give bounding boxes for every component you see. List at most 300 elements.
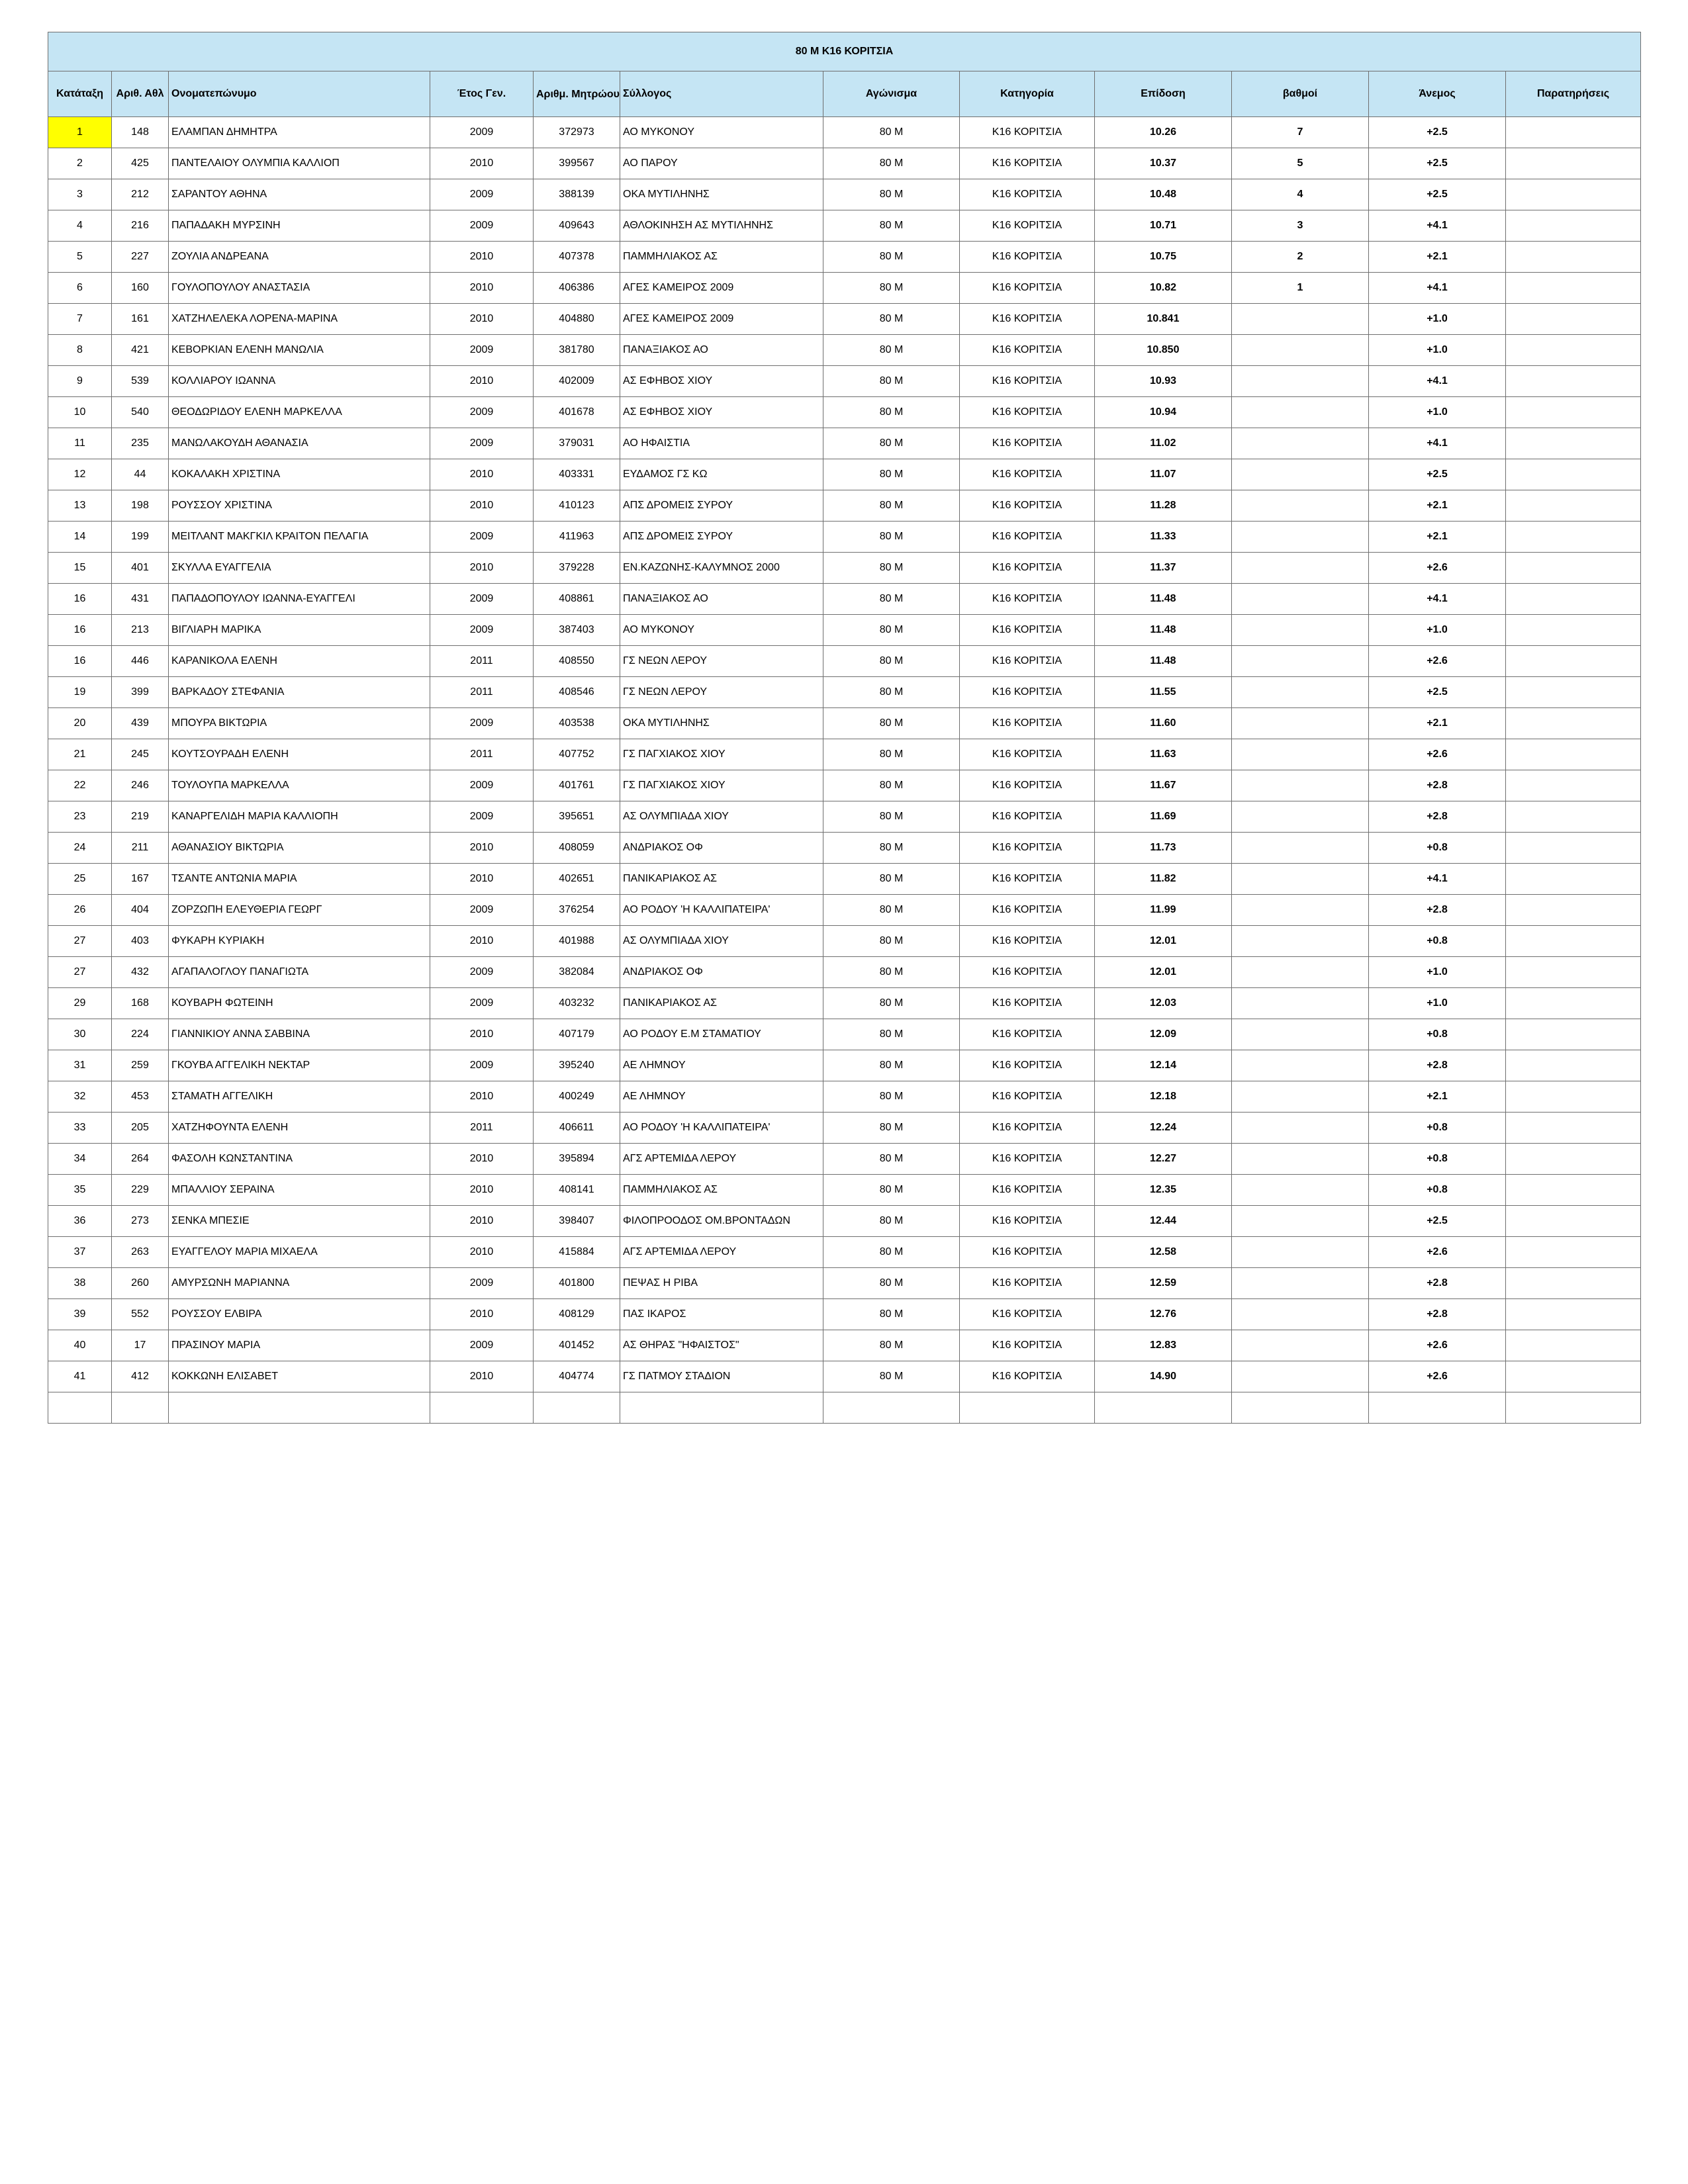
cell-points [1232,1299,1369,1330]
cell-event: 80 M [823,1019,960,1050]
cell-birth-year: 2009 [430,708,534,739]
cell-event: 80 M [823,833,960,864]
cell-notes [1506,1361,1641,1392]
cell-notes [1506,739,1641,770]
cell-bib: 404 [112,895,169,926]
cell-name: ΣΕΝΚΑ ΜΠΕΣΙΕ [169,1206,430,1237]
table-row [48,584,1641,615]
cell-rank: 36 [48,1206,112,1237]
cell-category: K16 ΚΟΡΙΤΣΙΑ [960,1206,1095,1237]
cell-bib: 17 [112,1330,169,1361]
cell-rank: 25 [48,864,112,895]
cell-birth-year: 2010 [430,1237,534,1268]
cell-birth-year: 2011 [430,1113,534,1144]
cell-wind: +2.6 [1369,739,1506,770]
cell-notes [1506,1237,1641,1268]
cell-registry-number: 379228 [534,553,620,584]
cell-rank: 27 [48,926,112,957]
cell-wind: +1.0 [1369,988,1506,1019]
cell-event [823,1392,960,1424]
cell-wind: +4.1 [1369,864,1506,895]
cell-wind: +2.6 [1369,646,1506,677]
cell-club: ΟΚΑ ΜΥΤΙΛΗΝΗΣ [620,708,823,739]
cell-performance: 12.27 [1095,1144,1232,1175]
table-row [48,864,1641,895]
cell-bib: 235 [112,428,169,459]
cell-notes [1506,1144,1641,1175]
cell-name: ΚΟΥΤΣΟΥΡΑΔΗ ΕΛΕΝΗ [169,739,430,770]
table-row [48,833,1641,864]
cell-registry-number: 395240 [534,1050,620,1081]
cell-points [1232,1113,1369,1144]
cell-bib: 211 [112,833,169,864]
table-title: 80 M K16 ΚΟΡΙΤΣΙΑ [48,32,1641,71]
cell-performance: 10.82 [1095,273,1232,304]
cell-wind: +4.1 [1369,210,1506,242]
cell-registry-number: 408129 [534,1299,620,1330]
cell-registry-number: 395651 [534,801,620,833]
cell-registry-number: 372973 [534,117,620,148]
table-row [48,490,1641,522]
cell-birth-year: 2010 [430,1175,534,1206]
cell-club: ΕΝ.ΚΑΖΩΝΗΣ-ΚΑΛΥΜΝΟΣ 2000 [620,553,823,584]
cell-category: K16 ΚΟΡΙΤΣΙΑ [960,335,1095,366]
cell-points: 5 [1232,148,1369,179]
cell-wind: +2.8 [1369,1299,1506,1330]
table-row [48,1175,1641,1206]
cell-category: K16 ΚΟΡΙΤΣΙΑ [960,864,1095,895]
cell-birth-year: 2009 [430,615,534,646]
cell-category: K16 ΚΟΡΙΤΣΙΑ [960,117,1095,148]
cell-registry-number: 379031 [534,428,620,459]
cell-rank: 20 [48,708,112,739]
cell-bib: 439 [112,708,169,739]
cell-name: ΑΓΑΠΑΛΟΓΛΟΥ ΠΑΝΑΓΙΩΤΑ [169,957,430,988]
table-row [48,117,1641,148]
cell-name: ΧΑΤΖΗΛΕΛΕΚΑ ΛΟΡΕΝΑ-ΜΑΡΙΝΑ [169,304,430,335]
cell-performance: 12.83 [1095,1330,1232,1361]
cell-wind: +4.1 [1369,366,1506,397]
table-row [48,428,1641,459]
cell-birth-year: 2011 [430,677,534,708]
cell-name: ΓΙΑΝΝΙΚΙΟΥ ΑΝΝΑ ΣΑΒΒΙΝΑ [169,1019,430,1050]
cell-bib: 199 [112,522,169,553]
cell-points [1232,335,1369,366]
cell-points [1232,304,1369,335]
cell-notes [1506,1392,1641,1424]
cell-category: K16 ΚΟΡΙΤΣΙΑ [960,801,1095,833]
cell-points [1232,490,1369,522]
table-row [48,1361,1641,1392]
cell-performance: 12.18 [1095,1081,1232,1113]
cell-wind: +2.8 [1369,801,1506,833]
cell-club: ΑΣ ΘΗΡΑΣ "ΗΦΑΙΣΤΟΣ" [620,1330,823,1361]
cell-birth-year: 2009 [430,584,534,615]
cell-club: ΑΣ ΟΛΥΜΠΙΑΔΑ ΧΙΟΥ [620,801,823,833]
cell-wind: +1.0 [1369,304,1506,335]
cell-points [1232,988,1369,1019]
cell-name: ΦΥΚΑΡΗ ΚΥΡΙΑΚΗ [169,926,430,957]
table-row [48,273,1641,304]
cell-event: 80 M [823,210,960,242]
cell-rank: 24 [48,833,112,864]
cell-wind: +1.0 [1369,335,1506,366]
cell-bib: 148 [112,117,169,148]
cell-category: K16 ΚΟΡΙΤΣΙΑ [960,304,1095,335]
table-row [48,926,1641,957]
cell-performance: 10.93 [1095,366,1232,397]
cell-name: ΣΑΡΑΝΤΟΥ ΑΘΗΝΑ [169,179,430,210]
cell-notes [1506,1330,1641,1361]
cell-performance: 10.850 [1095,335,1232,366]
cell-name: ΘΕΟΔΩΡΙΔΟΥ ΕΛΕΝΗ ΜΑΡΚΕΛΛΑ [169,397,430,428]
cell-notes [1506,553,1641,584]
cell-registry-number: 404774 [534,1361,620,1392]
table-row [48,1299,1641,1330]
cell-category: K16 ΚΟΡΙΤΣΙΑ [960,397,1095,428]
cell-bib: 412 [112,1361,169,1392]
cell-event: 80 M [823,708,960,739]
cell-performance: 10.94 [1095,397,1232,428]
cell-notes [1506,957,1641,988]
cell-bib: 431 [112,584,169,615]
cell-notes [1506,397,1641,428]
cell-points [1232,1050,1369,1081]
cell-event: 80 M [823,179,960,210]
col-header-performance: Επίδοση [1095,71,1232,117]
cell-performance: 10.841 [1095,304,1232,335]
cell-birth-year: 2010 [430,366,534,397]
cell-category: K16 ΚΟΡΙΤΣΙΑ [960,926,1095,957]
cell-birth-year: 2009 [430,957,534,988]
cell-bib: 260 [112,1268,169,1299]
cell-rank: 40 [48,1330,112,1361]
table-row [48,335,1641,366]
cell-points [1232,895,1369,926]
cell-registry-number: 399567 [534,148,620,179]
cell-event: 80 M [823,428,960,459]
cell-performance: 12.03 [1095,988,1232,1019]
cell-notes [1506,677,1641,708]
cell-performance: 11.37 [1095,553,1232,584]
cell-category: K16 ΚΟΡΙΤΣΙΑ [960,708,1095,739]
cell-category: K16 ΚΟΡΙΤΣΙΑ [960,770,1095,801]
cell-name: ΑΘΑΝΑΣΙΟΥ ΒΙΚΤΩΡΙΑ [169,833,430,864]
cell-club: ΑΕ ΛΗΜΝΟΥ [620,1050,823,1081]
col-header-notes: Παρατηρήσεις [1506,71,1641,117]
cell-performance: 10.75 [1095,242,1232,273]
cell-performance: 10.71 [1095,210,1232,242]
cell-points [1232,926,1369,957]
cell-wind: +2.5 [1369,677,1506,708]
cell-event: 80 M [823,366,960,397]
cell-name: ΜΠΑΛΛΙΟΥ ΣΕΡΑΙΝΑ [169,1175,430,1206]
cell-registry-number [534,1392,620,1424]
cell-bib: 161 [112,304,169,335]
cell-performance: 12.59 [1095,1268,1232,1299]
cell-registry-number: 406386 [534,273,620,304]
cell-points [1232,1392,1369,1424]
cell-registry-number: 401452 [534,1330,620,1361]
cell-name: ΚΑΝΑΡΓΕΛΙΔΗ ΜΑΡΙΑ ΚΑΛΛΙΟΠΗ [169,801,430,833]
cell-rank: 21 [48,739,112,770]
cell-rank: 39 [48,1299,112,1330]
cell-birth-year: 2010 [430,242,534,273]
cell-notes [1506,895,1641,926]
cell-registry-number: 408550 [534,646,620,677]
cell-bib: 273 [112,1206,169,1237]
cell-registry-number: 401678 [534,397,620,428]
cell-category: K16 ΚΟΡΙΤΣΙΑ [960,1113,1095,1144]
cell-birth-year: 2009 [430,179,534,210]
cell-club: ΑΕ ΛΗΜΝΟΥ [620,1081,823,1113]
cell-category: K16 ΚΟΡΙΤΣΙΑ [960,273,1095,304]
cell-registry-number: 407752 [534,739,620,770]
cell-birth-year: 2010 [430,833,534,864]
cell-rank: 14 [48,522,112,553]
cell-notes [1506,366,1641,397]
cell-registry-number: 408141 [534,1175,620,1206]
cell-registry-number: 403538 [534,708,620,739]
cell-wind: +2.5 [1369,179,1506,210]
cell-wind: +1.0 [1369,957,1506,988]
cell-notes [1506,179,1641,210]
cell-points: 1 [1232,273,1369,304]
cell-club: ΑΟ ΡΟΔΟΥ 'Η ΚΑΛΛΙΠΑΤΕΙΡΑ' [620,895,823,926]
cell-wind: +4.1 [1369,428,1506,459]
cell-category: K16 ΚΟΡΙΤΣΙΑ [960,739,1095,770]
cell-club: ΠΑΝΙΚΑΡΙΑΚΟΣ ΑΣ [620,864,823,895]
cell-club: ΑΓΣ ΑΡΤΕΜΙΔΑ ΛΕΡΟΥ [620,1237,823,1268]
cell-event: 80 M [823,117,960,148]
cell-rank: 32 [48,1081,112,1113]
cell-bib: 224 [112,1019,169,1050]
cell-club [620,1392,823,1424]
cell-performance: 11.63 [1095,739,1232,770]
cell-event: 80 M [823,1144,960,1175]
col-header-wind: Άνεμος [1369,71,1506,117]
cell-notes [1506,1081,1641,1113]
cell-performance: 11.67 [1095,770,1232,801]
cell-points: 2 [1232,242,1369,273]
cell-notes [1506,1206,1641,1237]
table-row [48,1237,1641,1268]
cell-wind: +2.6 [1369,1361,1506,1392]
cell-bib: 205 [112,1113,169,1144]
cell-rank: 13 [48,490,112,522]
cell-bib: 401 [112,553,169,584]
cell-birth-year: 2010 [430,926,534,957]
cell-birth-year: 2010 [430,304,534,335]
cell-category: K16 ΚΟΡΙΤΣΙΑ [960,210,1095,242]
table-row [48,646,1641,677]
cell-birth-year: 2009 [430,1268,534,1299]
cell-category: K16 ΚΟΡΙΤΣΙΑ [960,1081,1095,1113]
cell-birth-year: 2010 [430,1361,534,1392]
cell-club: ΑΟ ΜΥΚΟΝΟΥ [620,615,823,646]
col-header-registry-number: Αριθμ. Μητρώου [534,71,620,117]
cell-club: ΑΝΔΡΙΑΚΟΣ ΟΦ [620,833,823,864]
cell-name: ΒΑΡΚΑΔΟΥ ΣΤΕΦΑΝΙΑ [169,677,430,708]
cell-name: ΣΚΥΛΛΑ ΕΥΑΓΓΕΛΙΑ [169,553,430,584]
cell-registry-number: 401761 [534,770,620,801]
cell-category: K16 ΚΟΡΙΤΣΙΑ [960,646,1095,677]
cell-event: 80 M [823,1113,960,1144]
cell-event: 80 M [823,335,960,366]
cell-registry-number: 408861 [534,584,620,615]
cell-notes [1506,210,1641,242]
cell-rank: 22 [48,770,112,801]
cell-rank: 1 [48,117,112,148]
cell-name: ΓΟΥΛΟΠΟΥΛΟΥ ΑΝΑΣΤΑΣΙΑ [169,273,430,304]
cell-event: 80 M [823,615,960,646]
col-header-club: Σύλλογος [620,71,823,117]
cell-points [1232,1019,1369,1050]
cell-birth-year: 2010 [430,1144,534,1175]
cell-points [1232,833,1369,864]
cell-name: ΣΤΑΜΑΤΗ ΑΓΓΕΛΙΚΗ [169,1081,430,1113]
cell-event: 80 M [823,490,960,522]
cell-points [1232,770,1369,801]
cell-category: K16 ΚΟΡΙΤΣΙΑ [960,522,1095,553]
cell-rank: 4 [48,210,112,242]
col-header-event: Αγώνισμα [823,71,960,117]
cell-wind: +0.8 [1369,1144,1506,1175]
cell-category: K16 ΚΟΡΙΤΣΙΑ [960,1050,1095,1081]
cell-rank: 34 [48,1144,112,1175]
cell-points [1232,615,1369,646]
cell-bib: 453 [112,1081,169,1113]
cell-bib [112,1392,169,1424]
cell-points [1232,522,1369,553]
cell-name: ΕΛΑΜΠΑΝ ΔΗΜΗΤΡΑ [169,117,430,148]
cell-registry-number: 401800 [534,1268,620,1299]
table-row [48,1144,1641,1175]
cell-performance: 10.26 [1095,117,1232,148]
cell-notes [1506,522,1641,553]
cell-category: K16 ΚΟΡΙΤΣΙΑ [960,957,1095,988]
cell-event: 80 M [823,553,960,584]
cell-name: ΚΕΒΟΡΚΙΑΝ ΕΛΕΝΗ ΜΑΝΩΛΙΑ [169,335,430,366]
cell-rank: 15 [48,553,112,584]
cell-event: 80 M [823,304,960,335]
table-row [48,770,1641,801]
cell-registry-number: 395894 [534,1144,620,1175]
cell-performance: 12.01 [1095,926,1232,957]
cell-bib: 198 [112,490,169,522]
cell-club: ΑΠΣ ΔΡΟΜΕΙΣ ΣΥΡΟΥ [620,490,823,522]
cell-bib: 264 [112,1144,169,1175]
cell-wind: +2.1 [1369,522,1506,553]
cell-registry-number: 407179 [534,1019,620,1050]
cell-club: ΦΙΛΟΠΡΟΟΔΟΣ ΟΜ.ΒΡΟΝΤΑΔΩΝ [620,1206,823,1237]
cell-notes [1506,1019,1641,1050]
cell-rank: 37 [48,1237,112,1268]
cell-notes [1506,428,1641,459]
cell-performance: 11.99 [1095,895,1232,926]
cell-club: ΑΣ ΕΦΗΒΟΣ ΧΙΟΥ [620,366,823,397]
cell-wind: +0.8 [1369,1113,1506,1144]
cell-registry-number: 406611 [534,1113,620,1144]
cell-notes [1506,584,1641,615]
cell-birth-year: 2010 [430,1081,534,1113]
cell-birth-year: 2010 [430,148,534,179]
cell-bib: 229 [112,1175,169,1206]
cell-bib: 552 [112,1299,169,1330]
cell-name: ΚΟΚΑΛΑΚΗ ΧΡΙΣΤΙΝΑ [169,459,430,490]
cell-club: ΓΣ ΠΑΓΧΙΑΚΟΣ ΧΙΟΥ [620,739,823,770]
cell-points [1232,1268,1369,1299]
cell-wind: +0.8 [1369,833,1506,864]
cell-name: ΜΕΙΤΛΑΝΤ ΜΑΚΓΚΙΛ ΚΡΑΙΤΟΝ ΠΕΛΑΓΙΑ [169,522,430,553]
cell-performance: 11.69 [1095,801,1232,833]
cell-performance [1095,1392,1232,1424]
cell-name: ΖΟΥΛΙΑ ΑΝΔΡΕΑΝΑ [169,242,430,273]
cell-wind: +2.1 [1369,1081,1506,1113]
cell-rank: 6 [48,273,112,304]
cell-club: ΑΟ ΡΟΔΟΥ Ε.Μ ΣΤΑΜΑΤΙΟΥ [620,1019,823,1050]
cell-event: 80 M [823,895,960,926]
cell-rank: 38 [48,1268,112,1299]
cell-wind: +0.8 [1369,926,1506,957]
table-row [48,1268,1641,1299]
table-row [48,179,1641,210]
cell-registry-number: 409643 [534,210,620,242]
cell-birth-year: 2010 [430,1206,534,1237]
cell-notes [1506,801,1641,833]
cell-notes [1506,708,1641,739]
table-row [48,553,1641,584]
cell-club: ΓΣ ΠΑΓΧΙΑΚΟΣ ΧΙΟΥ [620,770,823,801]
cell-performance: 12.14 [1095,1050,1232,1081]
cell-event: 80 M [823,459,960,490]
cell-category: K16 ΚΟΡΙΤΣΙΑ [960,1019,1095,1050]
cell-birth-year: 2010 [430,1299,534,1330]
cell-category: K16 ΚΟΡΙΤΣΙΑ [960,366,1095,397]
col-header-bib: Αριθ. Αθλ [112,71,169,117]
cell-club: ΑΓΕΣ ΚΑΜΕΙΡΟΣ 2009 [620,304,823,335]
header-row [48,71,1641,117]
cell-bib: 167 [112,864,169,895]
cell-category: K16 ΚΟΡΙΤΣΙΑ [960,895,1095,926]
cell-event: 80 M [823,1299,960,1330]
cell-points [1232,864,1369,895]
cell-notes [1506,273,1641,304]
cell-birth-year: 2011 [430,646,534,677]
cell-category: K16 ΚΟΡΙΤΣΙΑ [960,1237,1095,1268]
cell-club: ΑΘΛΟΚΙΝΗΣΗ ΑΣ ΜΥΤΙΛΗΝΗΣ [620,210,823,242]
cell-event: 80 M [823,522,960,553]
cell-points [1232,397,1369,428]
cell-registry-number: 403232 [534,988,620,1019]
cell-category: K16 ΚΟΡΙΤΣΙΑ [960,1361,1095,1392]
cell-rank: 3 [48,179,112,210]
cell-birth-year: 2009 [430,1330,534,1361]
table-row [48,366,1641,397]
cell-points [1232,1361,1369,1392]
cell-birth-year: 2009 [430,770,534,801]
cell-performance: 11.73 [1095,833,1232,864]
cell-registry-number: 388139 [534,179,620,210]
cell-birth-year: 2010 [430,864,534,895]
cell-registry-number: 387403 [534,615,620,646]
cell-event: 80 M [823,1330,960,1361]
cell-bib: 432 [112,957,169,988]
cell-points [1232,459,1369,490]
cell-points [1232,553,1369,584]
cell-performance: 10.37 [1095,148,1232,179]
table-row [48,801,1641,833]
